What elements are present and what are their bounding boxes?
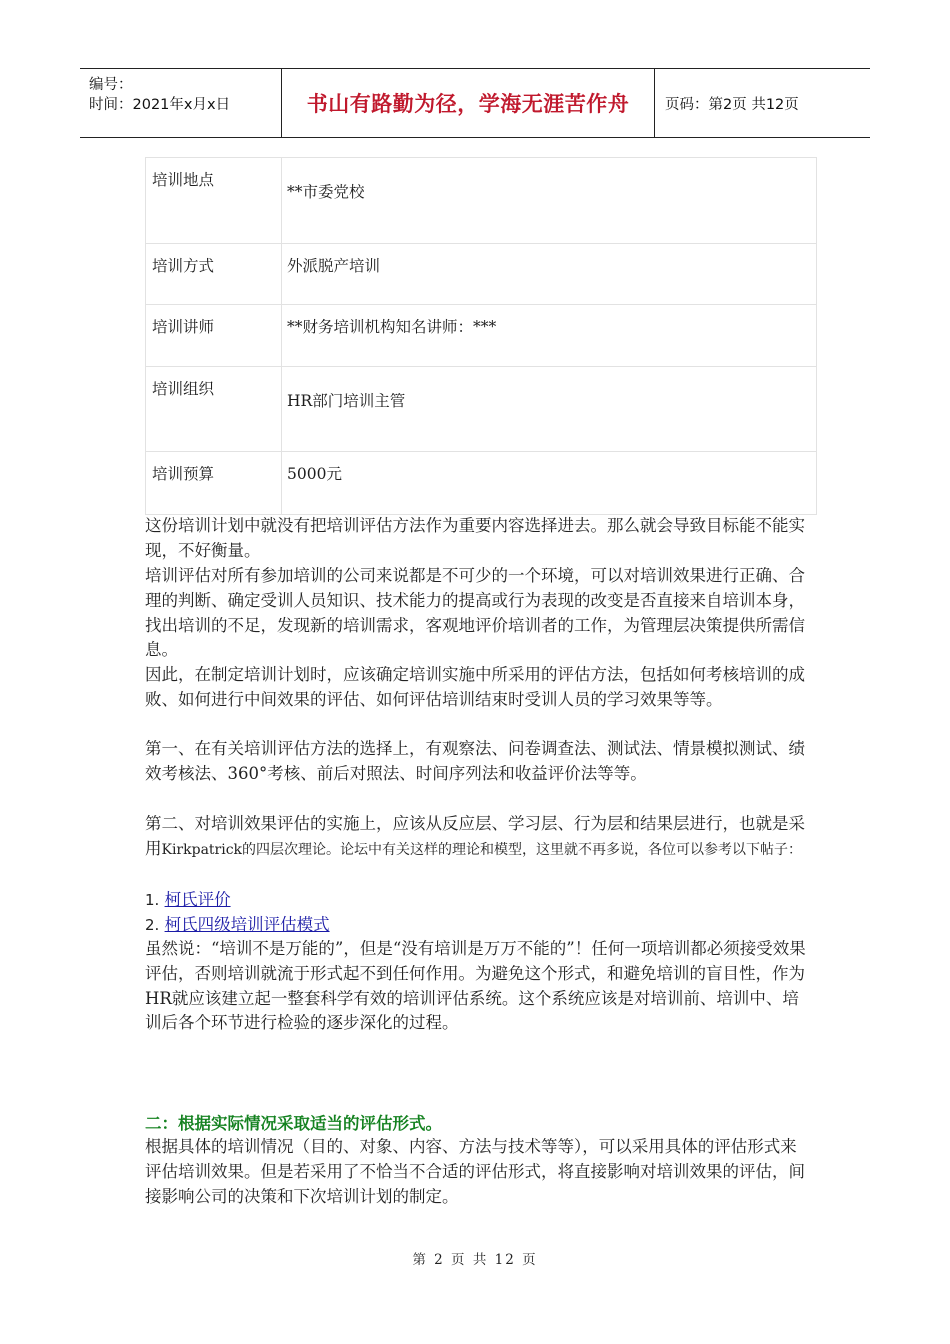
table-row (146, 158, 816, 244)
header-page-cell (655, 69, 870, 137)
time-label: 时间：2021年x月x日 (89, 97, 231, 113)
paragraph-5-part-b: Kirkpatrick的四层次理论。论坛中有关这样的理论和模型，这里就不再多说，各位可以参考以下帖子： (161, 841, 803, 858)
paragraph-3: 因此，在制定培训计划时，应该确定培训实施中所采用的评估方法，包括如何考核培训的成败、如何进行中间效果的评估、如何评估培训结束时受训人员的学习效果等等。 (145, 665, 805, 709)
kirkpatrick-four-level-model-link[interactable]: 柯氏四级培训评估模式 (164, 915, 330, 934)
paragraph-1: 这份培训计划中就没有把培训评估方法作为重要内容选择进去。那么就会导致目标能不能实现，不好衡量。 (145, 516, 805, 560)
paragraph-6: 虽然说：“培训不是万能的”，但是“没有培训是万万不能的”！任何一项培训都必须接受效果评估，否则培训就流于形式起不到任何作用。为避免这个形式，和避免培训的盲目性，作为HR就应该建立起一整套科学有效的培训评估系统。这个系统应该是对培训前、培训中、培训后各个环节进行检验的逐步深化的过程。 (145, 939, 806, 1033)
section-heading: 二：根据实际情况采取适当的评估形式。 (145, 1114, 442, 1133)
page-code: 页码：第2页 共12页 (665, 96, 799, 113)
paragraph-7: 根据具体的培训情况（目的、对象、内容、方法与技术等等），可以采用具体的评估形式来评估培训效果。但是若采用了不恰当不合适的评估形式，将直接影响对培训效果的评估，间接影响公司的决策和下次培训计划的制定。 (145, 1137, 805, 1206)
row-label-cell (146, 452, 282, 514)
training-info-table (145, 157, 817, 515)
row-value: 5000元 (287, 465, 342, 483)
paragraph-5 (145, 812, 810, 862)
row-value-cell (282, 158, 816, 243)
row-label-cell (146, 367, 282, 451)
link-number: 2. (145, 916, 160, 934)
page-footer: 第 2 页 共 12 页 (412, 1252, 538, 1268)
header-meta (80, 69, 282, 137)
row-value-cell (282, 305, 816, 366)
row-value-cell (282, 367, 816, 451)
row-label: 培训讲师 (152, 318, 215, 336)
document-header (80, 68, 870, 138)
row-label: 培训预算 (152, 465, 215, 483)
row-label: 培训组织 (152, 380, 215, 398)
header-motto-cell (282, 69, 655, 137)
number-label: 编号： (89, 77, 133, 93)
link-number: 1. (145, 891, 160, 909)
paragraph-2: 培训评估对所有参加培训的公司来说都是不可少的一个环境，可以对培训效果进行正确、合理的判断、确定受训人员知识、技术能力的提高或行为表现的改变是否直接来自培训本身，找出培训的不足，发现新的培训需求，客观地评价培训者的工作，为管理层决策提供所需信息。 (145, 566, 805, 660)
row-value: 外派脱产培训 (287, 257, 381, 275)
row-value-cell (282, 244, 816, 304)
reference-link-item (145, 911, 330, 935)
table-row (146, 244, 816, 305)
row-label-cell (146, 305, 282, 366)
row-value: **市委党校 (287, 183, 365, 201)
row-label: 培训地点 (152, 171, 215, 189)
row-value: **财务培训机构知名讲师：*** (287, 318, 497, 336)
paragraph-5-part-a: 第二、对培训效果评估的实施上，应该从反应层、学习层、行为层和结果层进行，也就是采用 (145, 814, 805, 858)
reference-link-item (145, 886, 231, 910)
row-label: 培训方式 (152, 257, 215, 275)
row-label-cell (146, 158, 282, 243)
table-row (146, 367, 816, 452)
row-value-cell (282, 452, 816, 514)
row-value: HR部门培训主管 (287, 392, 406, 410)
table-row (146, 452, 816, 514)
row-label-cell (146, 244, 282, 304)
table-row (146, 305, 816, 367)
paragraph-4: 第一、在有关培训评估方法的选择上，有观察法、问卷调查法、测试法、情景模拟测试、绩效考核法、360°考核、前后对照法、时间序列法和收益评价法等等。 (145, 739, 805, 783)
kirkpatrick-evaluation-link[interactable]: 柯氏评价 (164, 890, 231, 909)
motto: 书山有路勤为径，学海无涯苦作舟 (306, 92, 630, 116)
